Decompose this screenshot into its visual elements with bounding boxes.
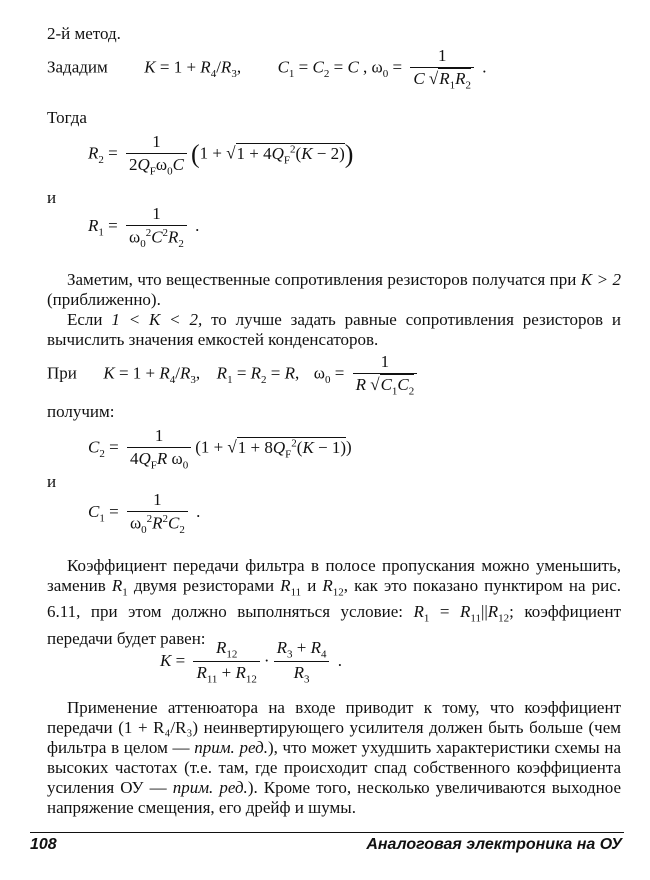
p3-text2: двумя резисторами (133, 576, 275, 595)
p2-pre: Если (67, 310, 103, 329)
p3-text3: как это показано пунктиром на рис. 6.11, при этом должно выполняться условие: (47, 576, 622, 622)
formula-when: При $K = 1 + R_4/R_3$, $R_1 = R_2 = R$, $\omega_0$ = $\frac{1}{R √C_1C_2}$ (47, 352, 421, 397)
footer-rule (30, 832, 624, 833)
formula-c1: $C_1$ = $\frac{1}{\omega_0^2R^2C_2}$ . (88, 490, 201, 537)
formula-c2: $C_2$ = $\frac{1}{4Q_FR \omega_0}$ $(1 + √1 + 8Q_F^2(K - 1))$ (88, 426, 352, 472)
p1-line1: Заметим, что вещественные сопротивления резисторов получатся при (67, 270, 577, 289)
p4-text1: Применение аттенюатора на входе приводит к тому, что коэффициент передачи (47, 698, 621, 737)
p3-text4: коэффициент передачи будет равен: (47, 602, 622, 648)
paragraph-if (47, 310, 621, 350)
label-get: получим: (47, 402, 115, 421)
label-when: При (47, 363, 77, 383)
label-and-1: и (47, 188, 57, 207)
paragraph-note (47, 270, 621, 310)
label-set: Зададим (47, 57, 108, 77)
label-then: Тогда (47, 108, 87, 127)
paragraph-attenuator (47, 698, 621, 818)
p2-rest: то лучше задать равные сопротивления резисторов и вычислить значения емкостей конденсаторов. (47, 310, 622, 349)
book-title: Аналоговая электроника на ОУ (366, 836, 622, 853)
p4-text2: неинвертирующего усилителя должен быть больше (чем фильтра в целом — (47, 718, 622, 757)
p3-text1: Коэффициент передачи фильтра в полосе пропускания можно уменьшить, заменив (47, 556, 621, 595)
p4-math: (1 + R₄/R₃) (118, 718, 199, 737)
p2-math: 1 < K < 2, (111, 310, 203, 329)
page-number: 108 (30, 836, 57, 853)
paragraph-gain: Коэффициент передачи фильтра в полосе пропускания можно уменьшить, заменив $R_1$ двумя резисторами $R_{11}$ и $R_{12}$, как это показано пунктиром на рис. 6.11, при этом должно выполняться условие: $R_1 = R_{11}||R_{12}$; коэффициент передачи будет равен: (47, 556, 622, 648)
formula-set-parameters: Зададим $K = 1 + R_4/R_3$, $C_1 = C_2 = C$ , $\omega_0$ = $\frac{1}{C √R_1R_2}$ . (47, 46, 487, 92)
formula-r1: $R_1$ = $\frac{1}{\omega_0^2C^2R_2}$ . (88, 204, 200, 251)
label-and-2: и (47, 472, 57, 491)
p4-note1: прим. ред. (194, 738, 268, 757)
p1-math: K > 2 (580, 270, 622, 289)
section-heading: 2-й метод. (47, 24, 121, 43)
p1-line2: (приближенно). (47, 290, 161, 309)
formula-r2: $R_2$ = $\frac{1}{2Q_F\omega_0C}$ $(1 + √1 + 4Q_F^2(K - 2))$ (88, 132, 354, 178)
p4-text3: ), что может ухудшить характеристики схемы на высоких частотах (т.е. там, где происходит спад собственного коэффициента усиления ОУ — (47, 738, 621, 797)
p4-note2: прим. ред. (172, 778, 248, 797)
formula-k: K = $\frac{R_{12}}{R_{11} + R_{12}}$ · $\frac{R_3 + R_4}{R_3}$ . (160, 638, 342, 686)
p4-text4: ). Кроме того, несколько увеличиваются выходное напряжение смещения, его дрейф и шумы. (47, 778, 622, 817)
